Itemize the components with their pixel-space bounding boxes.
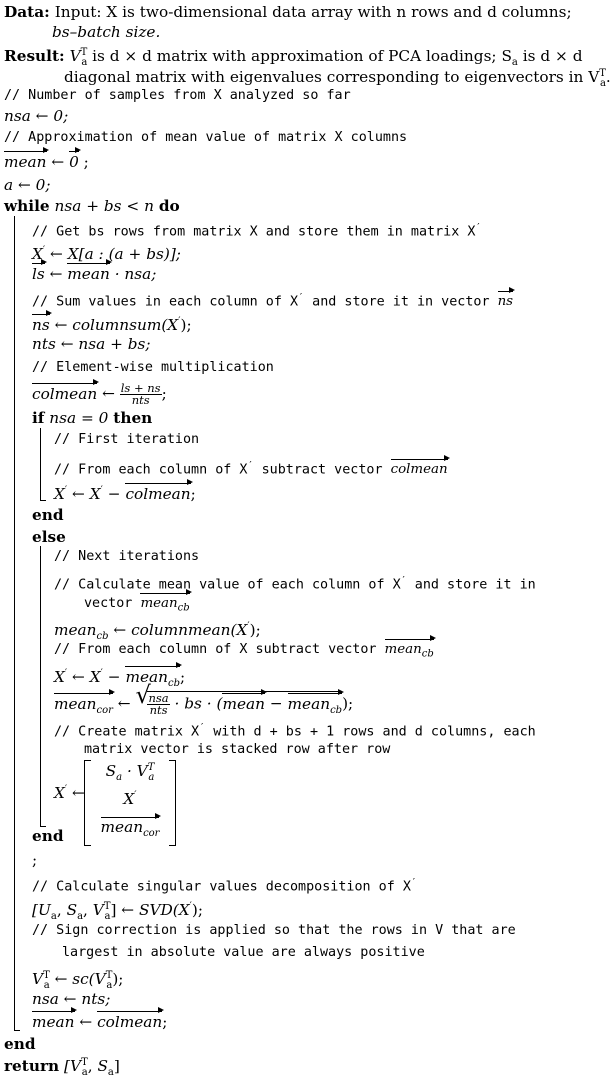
end-while: end	[4, 1035, 36, 1053]
if-tick	[40, 500, 46, 501]
mean-init: mean ← 0 ;	[4, 153, 89, 171]
comment-sum: // Sum values in each column of X′ and store it in vector ns	[32, 288, 513, 312]
meancor-assign: mean$_{cor}$ ← √ $\frac{\text{nsa}}{\text{nts}}$ · bs · (mean − mean$_{cb}$);	[54, 691, 353, 721]
else-bar	[40, 546, 41, 826]
end-if: end	[32, 506, 64, 524]
end-else: end	[32, 827, 64, 845]
comment-create-matrix: // Create matrix X′ with d + bs + 1 rows and d columns, each	[54, 722, 536, 740]
while-bar	[14, 216, 15, 1030]
xprime-subtract-cb: X′ ← X′ − mean$_{cb}$;	[54, 664, 185, 694]
nsa-update: nsa ← nts;	[32, 990, 111, 1008]
comment-stacked: matrix vector is stacked row after row	[84, 742, 391, 757]
comment-calc-mean: // Calculate mean value of each column of X′ and store it in	[54, 575, 536, 593]
xprime-matrix-lhs: X′ ←	[54, 784, 85, 803]
while-line: while nsa + bs < n do	[4, 197, 180, 215]
comment-sign-2: largest in absolute value are always positive	[62, 945, 425, 960]
stacked-matrix	[84, 760, 176, 844]
comment-sign-1: // Sign correction is applied so that the rows in V that are	[32, 923, 516, 938]
comment-samples: // Number of samples from X analyzed so far	[4, 88, 351, 103]
data-line-1: Data: Input: X is two-dimensional data array with n rows and d columns;	[4, 3, 572, 21]
if-line: if nsa = 0 then	[32, 409, 153, 427]
comment-first-iter: // First iteration	[54, 432, 200, 447]
result-line-2: diagonal matrix with eigenvalues corresponding to eigenvectors in $V^T_a$.	[64, 68, 611, 90]
comment-get-rows: // Get bs rows from matrix X and store them in matrix X′	[32, 222, 482, 240]
meancb-assign: mean$_{cb}$ ← columnmean(X′);	[54, 621, 261, 643]
ls-assign: ls ← mean · nsa;	[32, 265, 157, 283]
xprime-subtract: X′ ← X′ − colmean;	[54, 485, 196, 504]
mean-update: mean ← colmean;	[32, 1013, 168, 1031]
a-init: a ← 0;	[4, 176, 51, 194]
sc-assign: $V^T_a$ ← $sc(V^T_a)$;	[32, 970, 124, 992]
comment-elementwise: // Element-wise multiplication	[32, 360, 274, 375]
if-bar	[40, 428, 41, 500]
colmean-assign: colmean ← $\frac{ls + ns}{\text{nts}}$ ;	[32, 381, 167, 407]
nsa-init: nsa ← 0;	[4, 107, 69, 125]
comment-mean: // Approximation of mean value of matrix X columns	[4, 130, 408, 145]
matrix-row-3: mean$_{cor}$	[100, 818, 160, 840]
comment-subtract: // From each column of X′ subtract vector colmean	[54, 456, 448, 480]
comment-next-iter: // Next iterations	[54, 549, 200, 564]
nts-assign: nts ← nsa + bs;	[32, 335, 151, 353]
comment-subtract-cb: // From each column of X subtract vector mean$_{cb}$	[54, 640, 434, 665]
else-line: else	[32, 528, 66, 546]
data-line-2: bs–batch size.	[52, 23, 161, 41]
xprime-assign: X′ ← X[a : (a + bs)];	[32, 245, 181, 264]
result-line-1: Result: $V^T_a$ is d × d matrix with approximation of PCA loadings; $S_a$ is d × d	[4, 47, 583, 69]
matrix-row-2: X′	[123, 790, 137, 809]
svd-assign: [$U_a$, $S_a$, $V^T_a$] ← SVD(X′);	[32, 901, 204, 923]
while-tick	[14, 1030, 20, 1031]
return-line: return [$V^T_a$, $S_a$]	[4, 1057, 120, 1079]
comment-svd: // Calculate singular values decomposition of X′	[32, 877, 417, 895]
ns-assign: ns ← columnsum(X′);	[32, 316, 192, 335]
matrix-row-1: $S_a \cdot V^T_a$	[105, 762, 155, 784]
semicolon-line: ;	[32, 851, 38, 869]
comment-vector: vector mean$_{cb}$	[84, 594, 190, 619]
